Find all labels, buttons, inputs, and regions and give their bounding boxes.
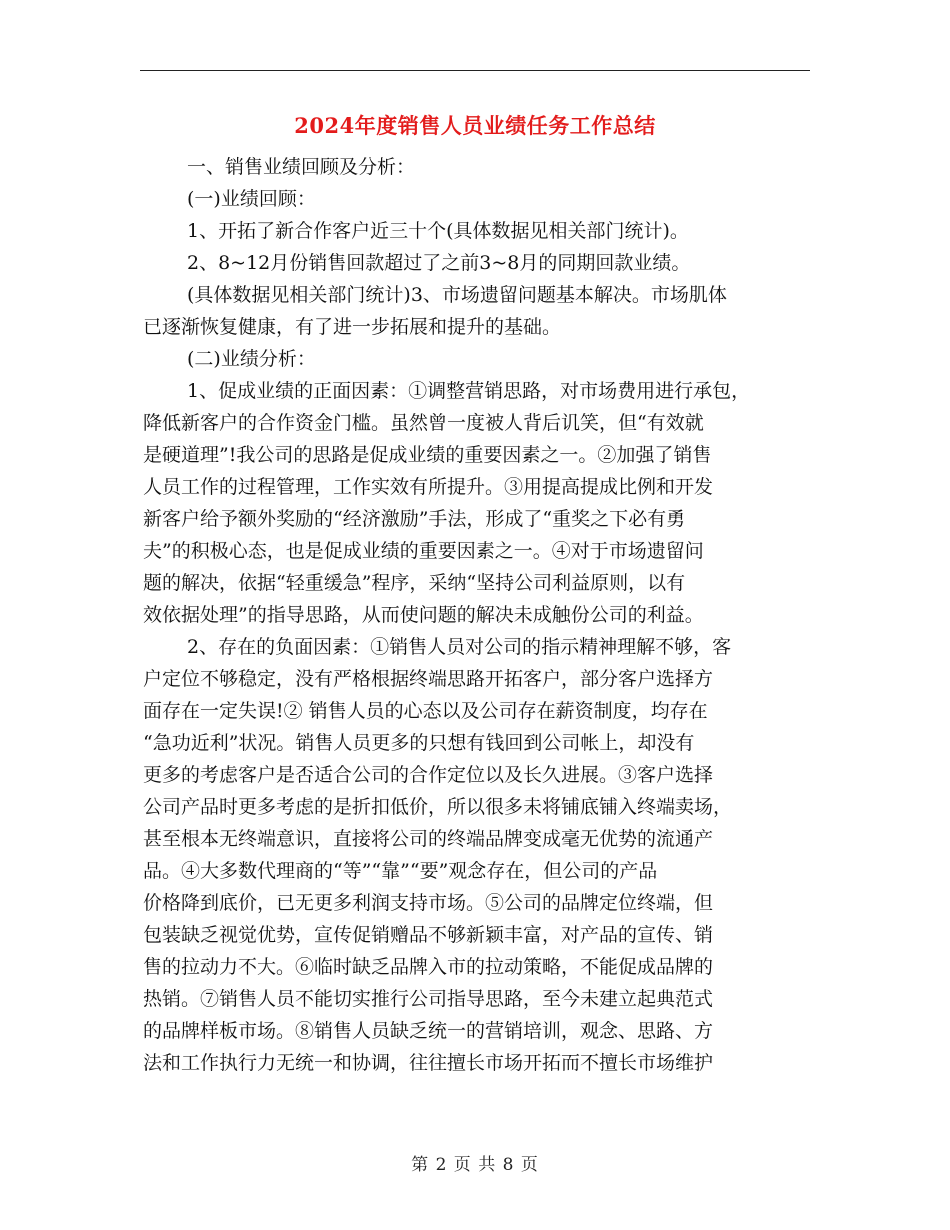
text-line: “急功近利”状况。销售人员更多的只想有钱回到公司帐上，却没有: [143, 732, 695, 754]
document-title: 2024年度销售人员业绩任务工作总结: [294, 113, 656, 138]
page-footer: 第 2 页 共 8 页: [411, 1155, 539, 1175]
text-line: 价格降到底价，已无更多利润支持市场。⑤公司的品牌定位终端，但: [143, 892, 714, 914]
text-line: 更多的考虑客户是否适合公司的合作定位以及长久进展。③客户选择: [143, 764, 714, 786]
text-line: 法和工作执行力无统一和协调，往往擅长市场开拓而不擅长市场维护: [143, 1052, 714, 1074]
text-line: 热销。⑦销售人员不能切实推行公司指导思路，至今未建立起典范式: [143, 988, 714, 1010]
text-line: 1、促成业绩的正面因素：①调整营销思路，对市场费用进行承包，: [187, 380, 751, 402]
text-line: 夫”的积极心态，也是促成业绩的重要因素之一。④对于市场遗留问: [143, 540, 704, 562]
text-line: 包装缺乏视觉优势，宣传促销赠品不够新颖丰富，对产品的宣传、销: [143, 924, 714, 946]
text-line: 题的解决，依据“轻重缓急”程序，采纳“坚持公司利益原则，以有: [143, 572, 686, 594]
text-line: (具体数据见相关部门统计)3、市场遗留问题基本解决。市场肌体: [187, 284, 727, 306]
text-line: (二)业绩分析：: [187, 348, 316, 370]
text-line: 1、开拓了新合作客户近三十个(具体数据见相关部门统计)。: [187, 220, 689, 242]
text-line: 2、8~12月份销售回款超过了之前3~8月的同期回款业绩。: [187, 252, 691, 274]
text-line: 一、销售业绩回顾及分析：: [187, 156, 416, 178]
text-line: 面存在一定失误!② 销售人员的心态以及公司存在薪资制度，均存在: [143, 700, 708, 722]
text-line: 售的拉动力不大。⑥临时缺乏品牌入市的拉动策略，不能促成品牌的: [143, 956, 714, 978]
text-line: 甚至根本无终端意识，直接将公司的终端品牌变成毫无优势的流通产: [143, 828, 714, 850]
text-line: 降低新客户的合作资金门槛。虽然曾一度被人背后讥笑，但“有效就: [143, 412, 704, 434]
header-rule: [140, 70, 810, 71]
document-body: [143, 151, 808, 1079]
text-line: 效依据处理”的指导思路，从而使问题的解决未成触份公司的利益。: [143, 604, 704, 626]
text-line: 新客户给予额外奖励的“经济激励”手法，形成了“重奖之下必有勇: [143, 508, 686, 530]
text-line: 人员工作的过程管理，工作实效有所提升。③用提高提成比例和开发: [143, 476, 714, 498]
text-line: (一)业绩回顾：: [187, 188, 316, 210]
text-line: 的品牌样板市场。⑧销售人员缺乏统一的营销培训，观念、思路、方: [143, 1020, 714, 1042]
text-line: 是硬道理”!我公司的思路是促成业绩的重要因素之一。②加强了销售: [143, 444, 712, 466]
text-line: 公司产品时更多考虑的是折扣低价，所以很多未将铺底铺入终端卖场，: [143, 796, 733, 818]
text-line: 2、存在的负面因素：①销售人员对公司的指示精神理解不够，客: [187, 636, 732, 658]
text-line: 户定位不够稳定，没有严格根据终端思路开拓客户，部分客户选择方: [143, 668, 714, 690]
text-line: 已逐渐恢复健康，有了进一步拓展和提升的基础。: [143, 316, 562, 338]
text-line: 品。④大多数代理商的“等”“靠”“要”观念存在，但公司的产品: [143, 860, 658, 882]
